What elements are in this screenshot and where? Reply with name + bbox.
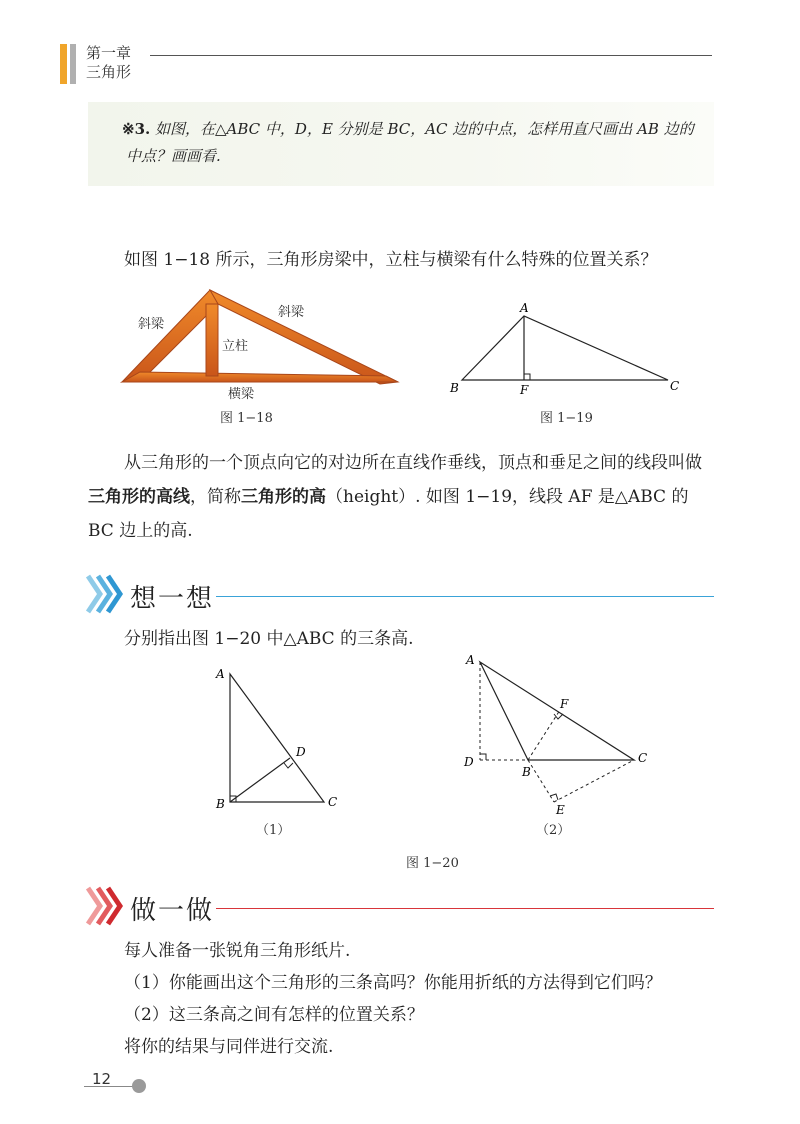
vertex-b: B (450, 381, 459, 395)
triangle-abc-1 (230, 674, 324, 802)
vertex-c-1: C (328, 795, 338, 809)
label-post: 立柱 (222, 339, 249, 354)
altitude-bf (528, 710, 560, 760)
right-angle-mark-d (284, 763, 293, 768)
vertex-a: A (520, 301, 529, 315)
intro-question: 如图 1−18 所示，三角形房梁中，立柱与横梁有什么特殊的位置关系？ (124, 250, 658, 270)
do-line-1: 每人准备一张锐角三角形纸片. (124, 941, 351, 961)
think-prompt: 分别指出图 1−20 中△ABC 的三条高. (124, 629, 414, 649)
figure-1-19-triangle (440, 296, 700, 428)
term-altitude: 三角形的高 (241, 487, 326, 507)
foot-f-2: F (560, 697, 569, 711)
label-left-beam: 斜梁 (138, 317, 165, 332)
exercise-text (122, 116, 710, 170)
figure-1-19-caption: 图 1−19 (540, 411, 593, 426)
truss-post (206, 304, 218, 376)
vertex-b-1: B (216, 797, 225, 811)
figure-1-20-1-caption: （1） (256, 823, 291, 838)
figure-1-20-2 (456, 650, 656, 840)
definition-text-2: ，简称 (190, 487, 241, 507)
chapter-title: 三角形 (86, 63, 132, 81)
chapter-accent-bar (60, 44, 67, 84)
figure-1-20-2-caption: （2） (536, 823, 571, 838)
page-dot-icon (132, 1079, 146, 1093)
chevron-red-icon (86, 886, 126, 926)
truss-crossbeam (122, 372, 398, 382)
label-crossbeam: 横梁 (228, 387, 255, 402)
term-altitude-line: 三角形的高线 (88, 487, 190, 507)
definition-text-3: （height）. 如图 1−19，线段 AF 是△ABC 的 BC 边上的高. (88, 487, 689, 541)
exercise-line-1: 如图，在△ABC 中，D，E 分别是 BC，AC 边的中点，怎样用直尺画出 AB 边的 (155, 120, 694, 138)
figure-1-18-caption: 图 1−18 (220, 411, 273, 426)
definition-paragraph (88, 446, 718, 548)
altitude-ce (554, 760, 634, 802)
triangle-abc (462, 316, 668, 380)
exercise-number: ※3. (122, 120, 151, 138)
vertex-b-2: B (522, 765, 531, 779)
do-rule (216, 908, 714, 909)
exercise-line-2: 中点？画画看. (126, 147, 221, 165)
figure-1-20-1 (208, 664, 358, 844)
vertex-a-2: A (466, 653, 475, 667)
chevron-blue-icon (86, 574, 126, 614)
vertex-c-2: C (638, 751, 648, 765)
definition-text-1: 从三角形的一个顶点向它的对边所在直线作垂线，顶点和垂足之间的线段叫做 (124, 453, 702, 473)
do-line-4: 将你的结果与同伴进行交流. (124, 1037, 334, 1057)
foot-d-1: D (296, 745, 306, 759)
page-rule (84, 1086, 138, 1087)
foot-e-2: E (556, 803, 565, 817)
foot-f: F (520, 383, 529, 397)
vertex-c: C (670, 379, 680, 393)
label-right-beam: 斜梁 (278, 305, 305, 320)
altitude-bd (230, 758, 290, 802)
foot-d-2: D (464, 755, 474, 769)
think-title: 想一想 (130, 584, 215, 614)
right-angle-mark-f (554, 714, 563, 719)
do-line-3: （2）这三条高之间有怎样的位置关系？ (124, 1005, 424, 1025)
triangle-abc-2 (480, 662, 634, 760)
chapter-number: 第一章 (86, 44, 132, 62)
chapter-heading (86, 44, 131, 82)
think-rule (216, 596, 714, 597)
header-rule (150, 55, 712, 56)
figure-1-18-roof-truss (118, 286, 408, 428)
right-angle-mark-d2 (480, 754, 486, 760)
page-number: 12 (92, 1070, 112, 1088)
do-line-2: （1）你能画出这个三角形的三条高吗？你能用折纸的方法得到它们吗？ (124, 973, 662, 993)
do-title: 做一做 (130, 896, 215, 926)
figure-1-20-caption: 图 1−20 (406, 856, 459, 871)
vertex-a-1: A (216, 667, 225, 681)
right-angle-mark (524, 374, 530, 380)
chapter-accent-bar-gray (70, 44, 76, 84)
